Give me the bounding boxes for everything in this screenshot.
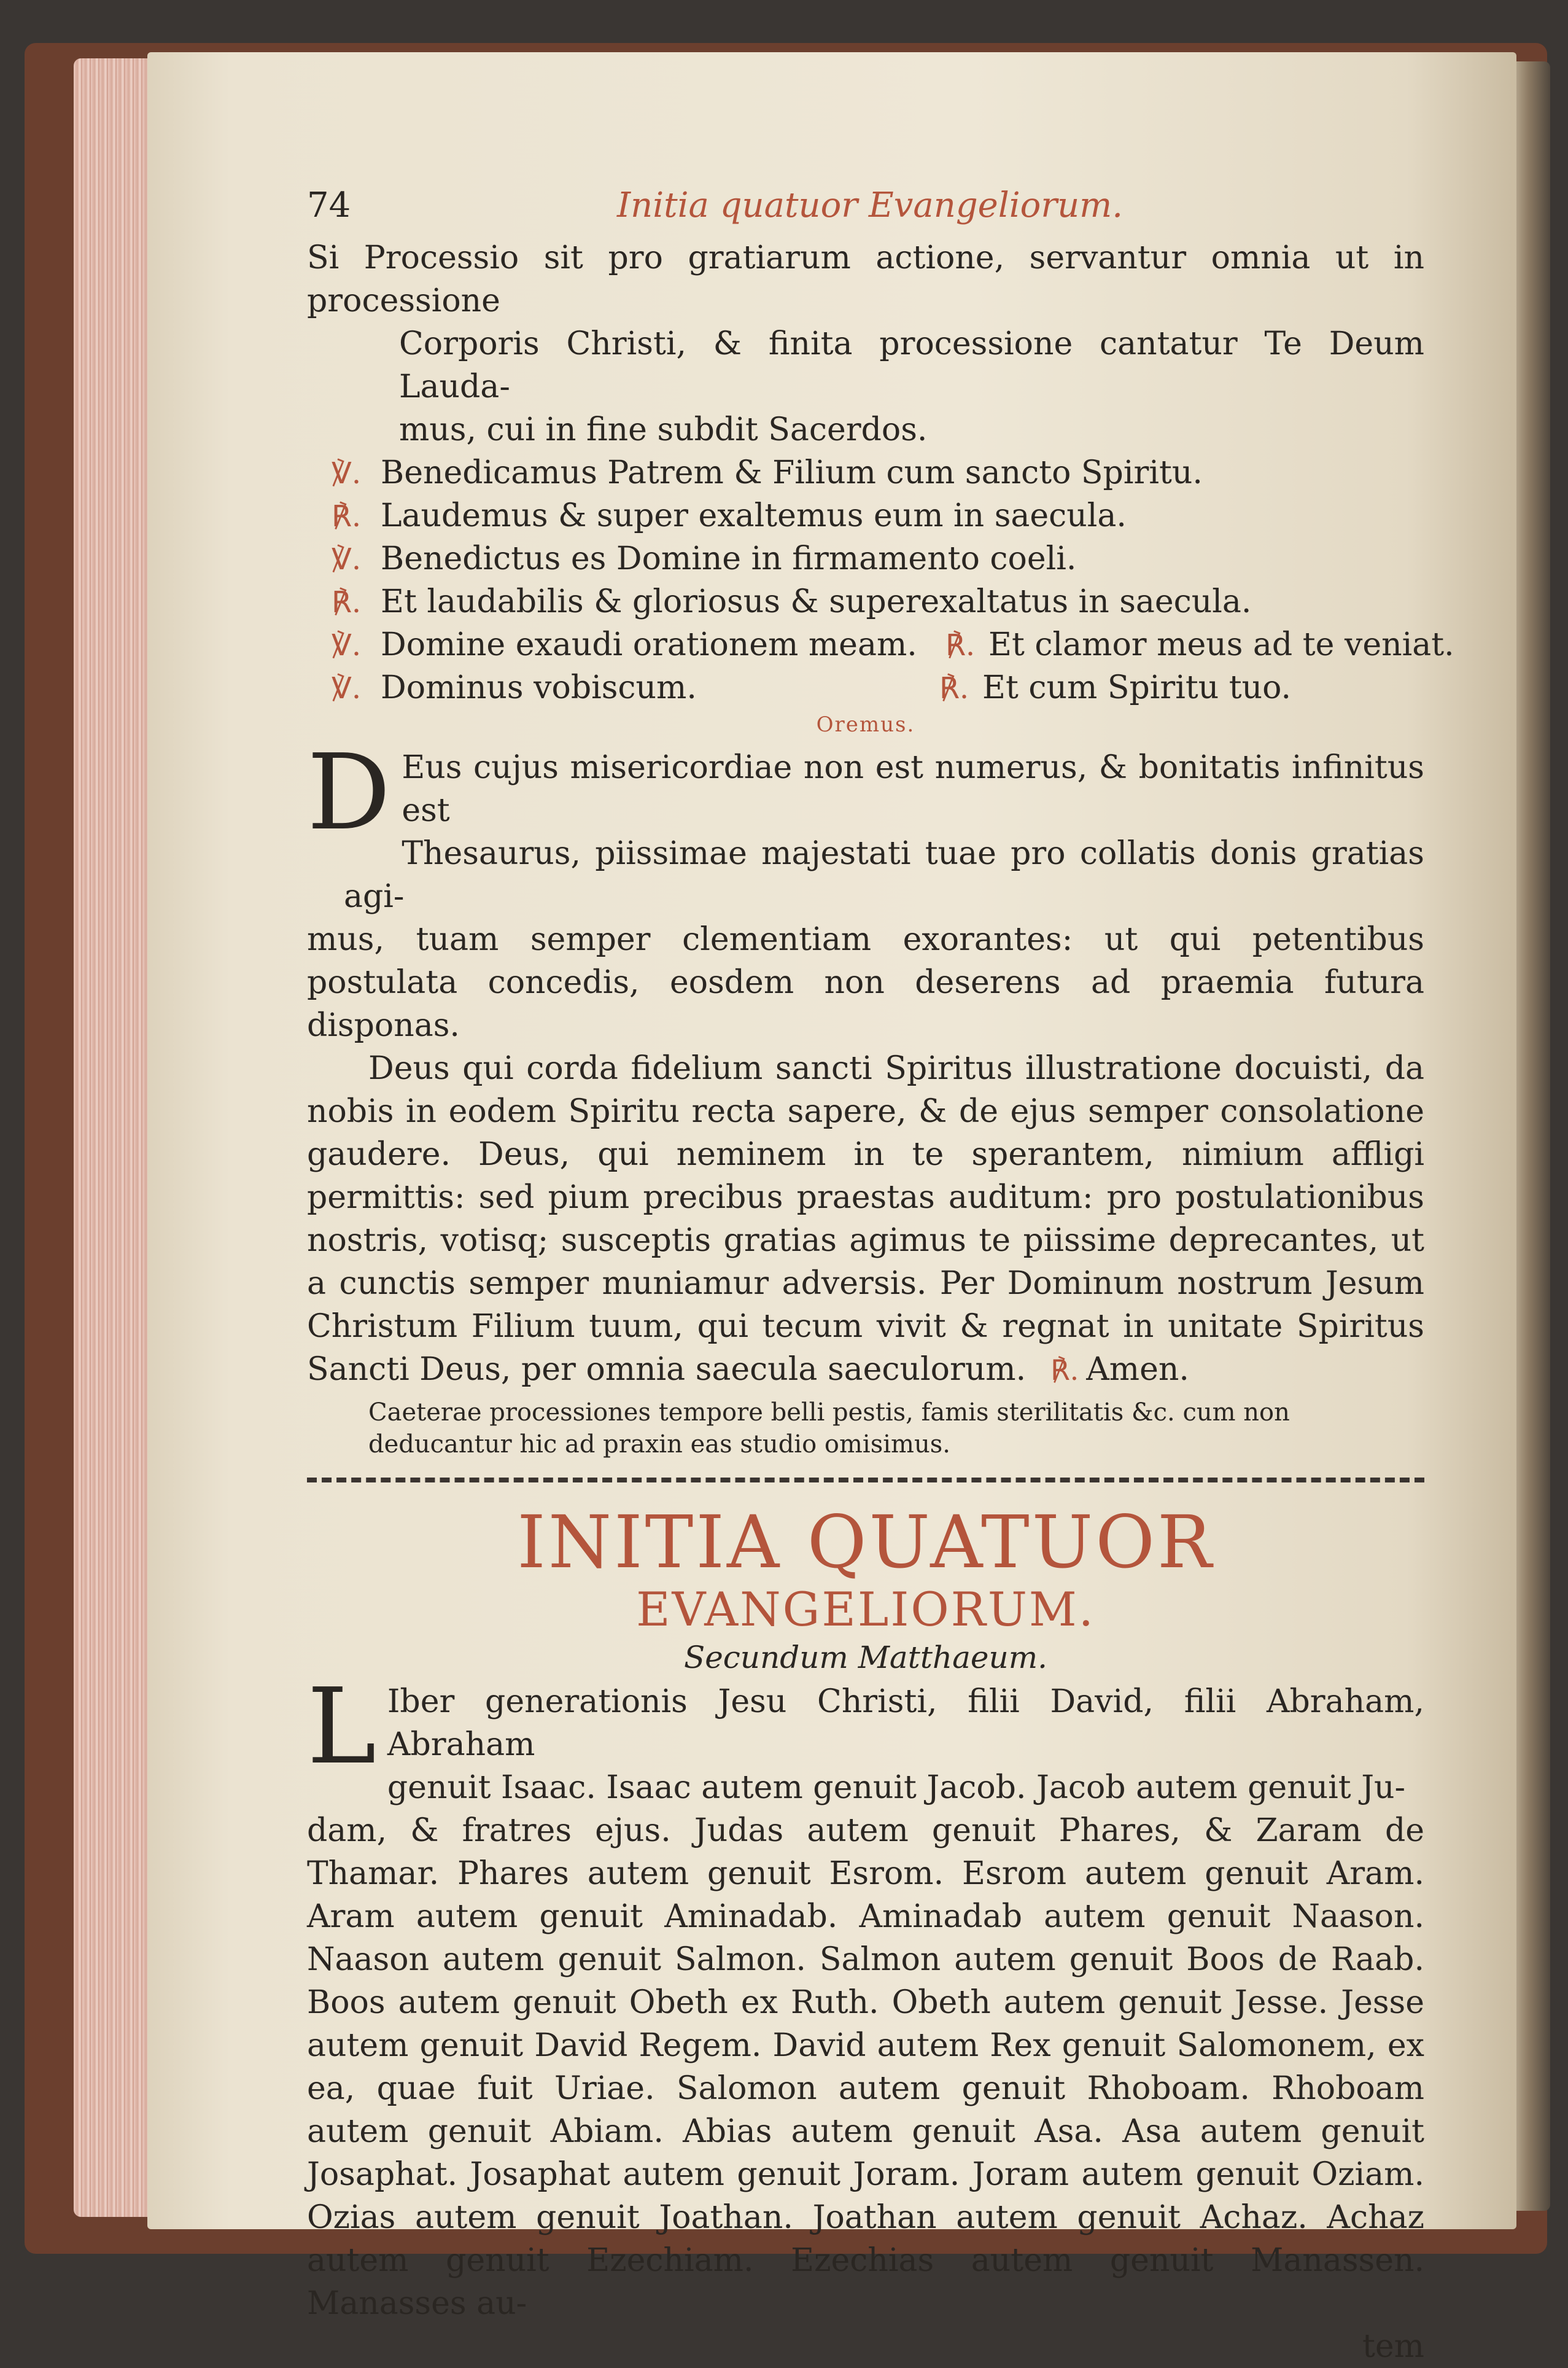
section-title: INITIA QUATUOR bbox=[517, 1500, 1214, 1584]
versicle-text: Dominus vobiscum. bbox=[381, 669, 697, 706]
catchword: tem bbox=[1362, 2328, 1424, 2365]
gospel-line: genuit Isaac. Isaac autem genuit Jacob. Jacob autem genuit Ju- bbox=[387, 1769, 1406, 1806]
page-number: 74 bbox=[307, 185, 351, 225]
drop-cap: D bbox=[307, 732, 391, 854]
intro-line: Si Processio sit pro gratiarum actione, servantur omnia ut in processione bbox=[307, 240, 1424, 319]
gospel-text: dam, & fratres ejus. Judas autem genuit Phares, & Zaram de Thamar. Phares autem genuit Esrom. Esrom autem genuit Aram. Aram autem genuit Aminadab. Aminadab autem genuit Naason. Naason autem genuit Salmon. Salmon autem genuit Boos de Raab. Boos autem genuit Obeth ex Ruth. Obeth autem genuit Jesse. Jesse autem genuit David Regem. David autem Rex genuit Salomonem, ex ea, quae fuit Uriae. Salomon autem genuit Rhoboam. Rhoboam autem genuit Abiam. Abias autem genuit Asa. Asa autem genuit Josaphat. Josaphat autem genuit Joram. Joram autem genuit Oziam. Ozias autem genuit Joathan. Joathan autem genuit Achaz. Achaz autem genuit Ezechiam. Ezechias autem genuit Manassen. Manasses au- bbox=[307, 1812, 1424, 2322]
response-mark: ℟. bbox=[332, 585, 362, 620]
drop-cap: L bbox=[307, 1666, 376, 1788]
running-title: Initia quatuor Evangeliorum. bbox=[617, 185, 1124, 225]
page-fore-edge bbox=[1513, 61, 1550, 2211]
prayer-line: Eus cujus misericordiae non est numerus, & bonitatis infinitus est bbox=[402, 749, 1424, 829]
versicle-mark: ℣. bbox=[332, 542, 362, 577]
versicle-text: Laudemus & super exaltemus eum in saecula. bbox=[381, 497, 1127, 534]
response-mark: ℟. bbox=[945, 628, 976, 663]
versicle-row bbox=[307, 580, 1424, 623]
response-mark: ℟. bbox=[332, 499, 362, 534]
versicle-text: Et laudabilis & gloriosus & superexaltatus in saecula. bbox=[381, 583, 1252, 620]
versicle-row bbox=[307, 623, 1454, 666]
prayer-paragraph-2 bbox=[307, 1047, 1424, 1392]
intro-paragraph bbox=[307, 236, 1424, 451]
response-mark: ℟. bbox=[939, 671, 969, 706]
gospel-attribution: Secundum Matthaeum. bbox=[683, 1640, 1048, 1675]
section-subtitle: EVANGELIORUM. bbox=[636, 1582, 1095, 1637]
divider-rule bbox=[307, 1478, 1424, 1482]
page-header bbox=[307, 184, 1424, 236]
versicle-list bbox=[307, 451, 1454, 709]
response-text: Et cum Spiritu tuo. bbox=[982, 669, 1292, 706]
versicle-row bbox=[307, 666, 1424, 709]
prayer-line: Thesaurus, piissimae majestati tuae pro collatis donis gratias agi- bbox=[344, 835, 1424, 915]
gospel-line: Iber generationis Jesu Christi, filii David, filii Abraham, Abraham bbox=[387, 1683, 1424, 1763]
intro-line: mus, cui in fine subdit Sacerdos. bbox=[399, 411, 928, 448]
versicle-row bbox=[307, 451, 1424, 494]
page-edges bbox=[74, 58, 160, 2217]
versicle-row bbox=[307, 494, 1424, 537]
section-divider bbox=[307, 1460, 1424, 1498]
prayer-paragraph-1 bbox=[307, 732, 1424, 1047]
intro-line: Corporis Christi, & finita processione cantatur Te Deum Lauda- bbox=[399, 325, 1424, 405]
versicle-mark: ℣. bbox=[332, 628, 362, 663]
page-text bbox=[307, 184, 1454, 2368]
response-text: Et clamor meus ad te veniat. bbox=[988, 626, 1454, 663]
gospel-paragraph bbox=[307, 1666, 1424, 2368]
versicle-mark: ℣. bbox=[332, 456, 362, 491]
versicle-text: Benedicamus Patrem & Filium cum sancto Spiritu. bbox=[381, 454, 1203, 491]
paired-response bbox=[945, 623, 1454, 667]
rubric-note: Caeterae processiones tempore belli pestis, famis sterilitatis &c. cum non deducantur hic ad praxin eas studio omisimus. bbox=[368, 1398, 1290, 1459]
prayer-text: mus, tuam semper clementiam exorantes: ut qui petentibus postulata concedis, eosdem non deserens ad praemia futura disponas. bbox=[307, 921, 1424, 1044]
versicle-text: Benedictus es Domine in firmamento coeli. bbox=[381, 540, 1077, 577]
versicle-mark: ℣. bbox=[332, 671, 362, 706]
paired-response bbox=[939, 666, 1291, 710]
response-mark: ℟. bbox=[1050, 1353, 1079, 1387]
versicle-text: Domine exaudi orationem meam. bbox=[381, 626, 917, 663]
prayer-text: Deus qui corda fidelium sancti Spiritus illustratione docuisti, da nobis in eodem Spiritu recta sapere, & de ejus semper consolatione gaudere. Deus, qui neminem in te sperantem, nimium affligi permittis: sed pium precibus praestas auditum: pro postulationibus nostris, votisq; susceptis gratias agimus te piissime deprecantes, ut a cunctis semper muniamur adversis. Per Dominum nostrum Jesum Christum Filium tuum, qui tecum vivit & regnat in unitate Spiritus Sancti Deus, per omnia saecula saeculorum. bbox=[307, 1050, 1424, 1388]
amen-text: Amen. bbox=[1086, 1351, 1189, 1388]
versicle-row bbox=[307, 537, 1424, 580]
oremus-heading: Oremus. bbox=[816, 712, 915, 737]
